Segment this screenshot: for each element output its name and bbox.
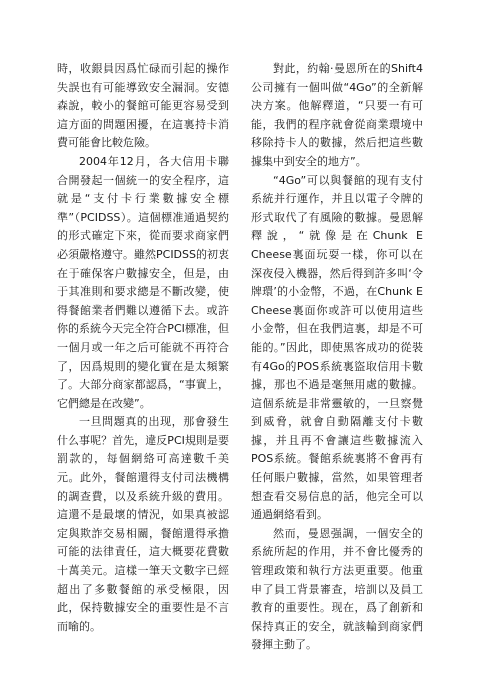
paragraph: 然而，曼恩强調，一個安全的系統所起的作用，并不會比優秀的管理政策和執行方法更重要。他重申了員工背景審查，培訓以及員工教育的重要性。现在，爲了創新和保持真正的安全，就該輪到商家們發揮主動了。 xyxy=(251,526,423,652)
paragraph: 2004年12月，各大信用卡聯合開發起一個統一的安全程序，這就是“支付卡行業數據安全標準”（PCIDSS）。這個標准通過契約的形式確定下來，從而要求商家們必須嚴格遵守。雖然PCIDSS的初衷在于確保客户數據安全，但是，由于其准則和要求總是不斷改變，使得餐館業者們難以遵循下去。或許你的系統今天完全符合PCI標准，但一個月或一年之后可能就不再符合了，因爲規則的變化實在是太頻繁了。大部分商家都認爲，“事實上，它們總是在改變”。 xyxy=(57,154,229,410)
paragraph: 一旦問題真的出现，那會發生什么事呢？首先，違反PCI規則是要罰款的，每個網絡可高達數千美元。此外，餐館還得支付司法機構的調查費，以及系統升級的費用。這還不是最壞的情況，如果真被認定與欺詐交易相關，餐館還得承擔可能的法律責任，這大概要花費數十萬美元。這樣一筆天文數字已經超出了多數餐館的承受極限，因此，保持數據安全的重要性是不言而喻的。 xyxy=(57,415,229,633)
left-text-column xyxy=(57,60,229,636)
paragraph: 時，收銀員因爲忙碌而引起的操作失誤也有可能導致安全漏洞。安德森說，較小的餐館可能更容易受到這方面的問題困擾，在這裏持卡消費可能會比較危險。 xyxy=(57,62,229,150)
paragraph: 對此，約翰·曼恩所在的Shift4公司擁有一個叫做“4Go”的全新解决方案。他解釋道，“只要一有可能，我們的程序就會從商業環境中移除持卡人的數據，然后把這些數據集中到安全的地方”。 xyxy=(251,62,423,168)
right-text-column xyxy=(251,60,423,655)
paragraph: “4Go”可以與餐館的现有支付系統并行運作，并且以電子令牌的形式取代了有風險的數據。曼恩解釋說，“就像是在Chunk E Cheese裏面玩耍一樣，你可以在深夜侵入機器，然后得到許多叫‘令牌環’的小金幣，不過，在Chunk E Cheese裏面你或許可以使用這些小金幣，但在我們這裏，却是不可能的。”因此，即使黑客成功的從裝有4Go的POS系統裏盜取信用卡數據，那也不過是毫無用處的數據。這個系統是非常靈敏的，一旦察覺到威脅，就會自動隔離支付卡數據，并且再不會讓這些數據流入POS系統。餐館系統裏將不會再有任何賬户數據，當然，如果管理者想查看交易信息的話，他完全可以通過網絡看到。 xyxy=(251,173,423,522)
